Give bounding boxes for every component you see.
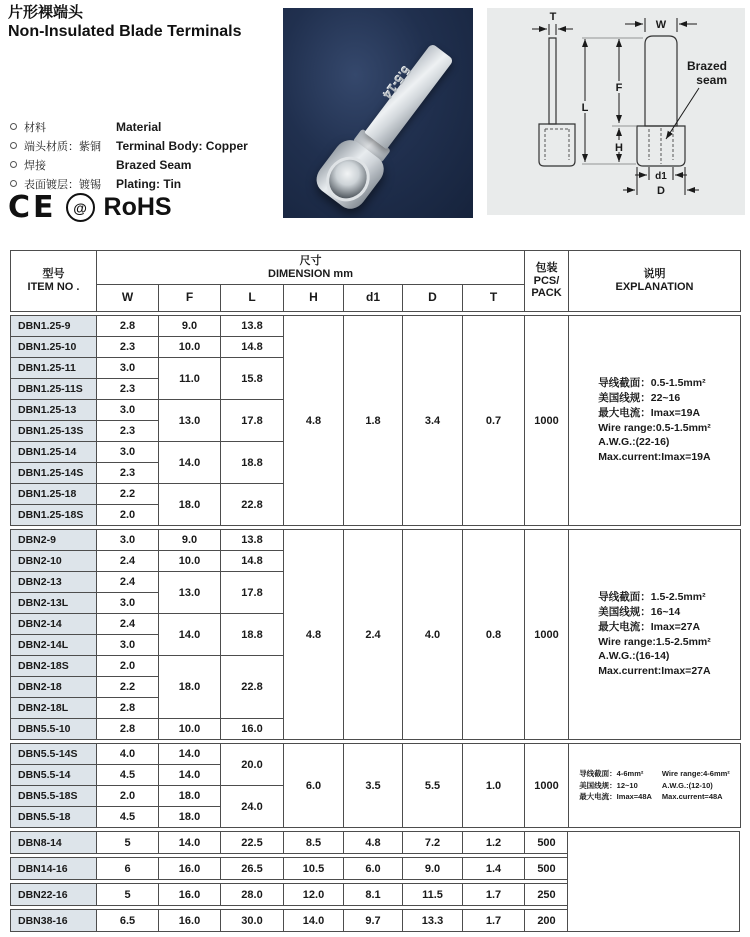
explanation-line: A.W.G.:(12-10) [661, 780, 713, 790]
pack-cell: 250 [525, 884, 569, 906]
table-row-strip [10, 909, 569, 932]
dim-d1-cell: 2.4 [344, 530, 403, 740]
material-label-zh: 表面镀层：镀锡 [24, 178, 101, 191]
dim-d1-cell: 4.8 [344, 832, 403, 854]
dim-l-cell: 14.8 [221, 551, 284, 572]
table-row [11, 316, 741, 337]
header-dim-zh: 尺寸 [299, 254, 322, 267]
pack-cell: 1000 [525, 744, 569, 828]
item-no-cell: DBN1.25-13S [11, 421, 97, 442]
dim-w-cell: 2.3 [97, 421, 159, 442]
dim-w-cell: 6 [97, 858, 159, 880]
dim-w-cell: 5 [97, 832, 159, 854]
dim-f-cell: 13.0 [159, 572, 221, 614]
header-col-T: T [463, 285, 525, 312]
dim-l-cell: 13.8 [221, 316, 284, 337]
dim-l-cell: 16.0 [221, 719, 284, 740]
item-no-cell: DBN1.25-9 [11, 316, 97, 337]
item-no-cell: DBN2-14L [11, 635, 97, 656]
dim-w-cell: 2.2 [97, 484, 159, 505]
dim-w-cell: 2.3 [97, 337, 159, 358]
dim-h-cell: 8.5 [284, 832, 344, 854]
header-col-d1: d1 [344, 285, 403, 312]
dim-t-cell: 0.7 [463, 316, 525, 526]
material-label-zh: 焊接 [24, 159, 46, 172]
dim-d-cell: 4.0 [403, 530, 463, 740]
table-row [11, 910, 569, 932]
rohs-label: RoHS [103, 193, 172, 221]
dim-f-cell: 9.0 [159, 316, 221, 337]
dim-w-cell: 2.0 [97, 786, 159, 807]
dim-f-cell: 18.0 [159, 484, 221, 526]
dim-f-cell: 9.0 [159, 530, 221, 551]
pack-cell: 500 [525, 858, 569, 880]
material-label-en: Terminal Body: Copper [116, 138, 248, 153]
explanation-line: Max.current=48A [661, 792, 723, 802]
dim-w-cell: 4.5 [97, 807, 159, 828]
table-header [10, 250, 741, 312]
title-chinese: 片形裸端头 [8, 4, 84, 21]
dim-f-cell: 18.0 [159, 786, 221, 807]
dim-f-cell: 14.0 [159, 442, 221, 484]
header-pack-en2: PACK [531, 287, 562, 300]
dim-d-cell: 9.0 [403, 858, 463, 880]
dim-d1-cell: 1.8 [344, 316, 403, 526]
explanation-line: 美国线规：12~10 [579, 780, 638, 790]
item-no-cell: DBN1.25-11S [11, 379, 97, 400]
dim-w-cell: 2.0 [97, 656, 159, 677]
item-no-cell: DBN8-14 [11, 832, 97, 854]
dim-t-cell: 1.7 [463, 910, 525, 932]
pack-cell: 1000 [525, 316, 569, 526]
dim-d-cell: 11.5 [403, 884, 463, 906]
dim-w-cell: 2.8 [97, 316, 159, 337]
dim-f-cell: 16.0 [159, 858, 221, 880]
item-no-cell: DBN2-18L [11, 698, 97, 719]
table-block-dbn55 [10, 743, 741, 828]
dim-t-cell: 1.2 [463, 832, 525, 854]
dim-f-cell: 18.0 [159, 807, 221, 828]
header-col-D: D [403, 285, 463, 312]
product-photo [283, 8, 473, 218]
header-item-zh: 型号 [42, 268, 65, 281]
table-row-strip [10, 857, 569, 880]
bullet-icon [10, 180, 17, 187]
item-no-cell: DBN5.5-14S [11, 744, 97, 765]
dim-label-F: F [615, 82, 623, 94]
technical-drawing [487, 8, 745, 215]
dim-w-cell: 6.5 [97, 910, 159, 932]
explanation-line: Wire range:4-6mm² [661, 769, 730, 779]
terminal-wire-hole [317, 148, 378, 210]
item-no-cell: DBN5.5-18 [11, 807, 97, 828]
explanation-line: 导线截面：4-6mm² [579, 769, 644, 779]
dim-label-H: H [615, 142, 623, 154]
explanation-line: Max.current:Imax=27A [598, 664, 711, 677]
dim-w-cell: 5 [97, 884, 159, 906]
item-no-cell: DBN1.25-14S [11, 463, 97, 484]
explanation-line: 导线截面：0.5-1.5mm² [598, 377, 706, 390]
bullet-icon [10, 161, 17, 168]
dim-l-cell: 22.8 [221, 484, 284, 526]
dim-l-cell: 22.5 [221, 832, 284, 854]
item-no-cell: DBN1.25-18S [11, 505, 97, 526]
dim-f-cell: 14.0 [159, 765, 221, 786]
dim-l-cell: 13.8 [221, 530, 284, 551]
table-block-dbn125 [10, 315, 741, 526]
item-no-cell: DBN2-9 [11, 530, 97, 551]
table-row [11, 858, 569, 880]
item-no-cell: DBN2-13L [11, 593, 97, 614]
table-row [11, 884, 569, 906]
terminal-blade [364, 43, 454, 149]
brazed-seam-label: Brazed [686, 59, 727, 73]
item-no-cell: DBN5.5-18S [11, 786, 97, 807]
item-no-cell: DBN2-10 [11, 551, 97, 572]
dim-h-cell: 10.5 [284, 858, 344, 880]
table-block-large [10, 831, 740, 932]
dim-f-cell: 10.0 [159, 551, 221, 572]
explanation-line: Wire range:1.5-2.5mm² [598, 635, 711, 648]
dim-w-cell: 4.5 [97, 765, 159, 786]
dim-w-cell: 2.4 [97, 614, 159, 635]
header-col-H: H [284, 285, 344, 312]
header-expl-en: EXPLANATION [615, 281, 694, 293]
dim-w-cell: 2.0 [97, 505, 159, 526]
dim-w-cell: 2.8 [97, 698, 159, 719]
dim-d1-cell: 6.0 [344, 858, 403, 880]
dim-w-cell: 3.0 [97, 358, 159, 379]
material-label-zh: 端头材质：紫铜 [24, 140, 101, 153]
header-col-F: F [159, 285, 221, 312]
item-no-cell: DBN1.25-13 [11, 400, 97, 421]
header-col-L: L [221, 285, 284, 312]
pack-cell: 200 [525, 910, 569, 932]
explanation-line: Wire range:0.5-1.5mm² [598, 421, 711, 434]
dim-f-cell: 10.0 [159, 337, 221, 358]
header-item-no [11, 251, 97, 312]
dim-w-cell: 2.3 [97, 463, 159, 484]
dimension-diagram [487, 8, 745, 215]
dim-f-cell: 14.0 [159, 614, 221, 656]
table-row-strip [10, 883, 569, 906]
dim-label-T: T [549, 11, 557, 23]
dim-t-cell: 0.8 [463, 530, 525, 740]
item-no-cell: DBN5.5-10 [11, 719, 97, 740]
item-no-cell: DBN2-13 [11, 572, 97, 593]
explanation-column [579, 768, 652, 803]
dim-label-W: W [655, 19, 667, 31]
item-no-cell: DBN14-16 [11, 858, 97, 880]
dim-t-cell: 1.4 [463, 858, 525, 880]
material-list [10, 117, 248, 193]
explanation-cell [569, 744, 741, 828]
header-expl-zh: 说明 [643, 268, 666, 281]
brazed-seam-label: seam [696, 73, 727, 87]
explanation-cell [569, 316, 741, 526]
bullet-icon [10, 142, 17, 149]
dim-w-cell: 2.4 [97, 551, 159, 572]
dim-h-cell: 4.8 [284, 530, 344, 740]
dim-l-cell: 17.8 [221, 572, 284, 614]
table-row [11, 832, 569, 854]
dim-l-cell: 28.0 [221, 884, 284, 906]
dim-w-cell: 3.0 [97, 530, 159, 551]
dim-w-cell: 4.0 [97, 744, 159, 765]
dim-d1-cell: 3.5 [344, 744, 403, 828]
header-item-en: ITEM NO . [27, 281, 80, 293]
dim-l-cell: 20.0 [221, 744, 284, 786]
dim-f-cell: 13.0 [159, 400, 221, 442]
dim-d-cell: 3.4 [403, 316, 463, 526]
header-explanation [569, 251, 741, 312]
item-no-cell: DBN1.25-10 [11, 337, 97, 358]
table-row-strip [10, 831, 569, 854]
dim-l-cell: 18.8 [221, 442, 284, 484]
dim-label-D: D [657, 185, 665, 197]
material-row [10, 117, 248, 136]
item-no-cell: DBN5.5-14 [11, 765, 97, 786]
dim-l-cell: 15.8 [221, 358, 284, 400]
table-block-dbn2 [10, 529, 741, 740]
dim-d-cell: 7.2 [403, 832, 463, 854]
dim-h-cell: 4.8 [284, 316, 344, 526]
item-no-cell: DBN2-14 [11, 614, 97, 635]
dim-l-cell: 14.8 [221, 337, 284, 358]
explanation-cell-empty [567, 831, 740, 932]
explanation-line: A.W.G.:(16-14) [598, 650, 670, 663]
header-pack-en1: PCS/ [533, 274, 560, 287]
dim-h-cell: 6.0 [284, 744, 344, 828]
pack-cell: 500 [525, 832, 569, 854]
material-label-en: Plating: Tin [116, 176, 182, 191]
dim-l-cell: 17.8 [221, 400, 284, 442]
dim-d1-cell: 8.1 [344, 884, 403, 906]
terminal-stamp: 5.5-14 [380, 63, 415, 103]
dim-w-cell: 3.0 [97, 400, 159, 421]
dim-w-cell: 2.3 [97, 379, 159, 400]
item-no-cell: DBN38-16 [11, 910, 97, 932]
dim-t-cell: 1.0 [463, 744, 525, 828]
item-no-cell: DBN22-16 [11, 884, 97, 906]
material-label-en: Material [116, 119, 162, 134]
dim-l-cell: 30.0 [221, 910, 284, 932]
dim-f-cell: 14.0 [159, 744, 221, 765]
explanation-column [662, 768, 730, 803]
item-no-cell: DBN1.25-11 [11, 358, 97, 379]
dim-label-d1: d1 [655, 171, 667, 182]
dim-f-cell: 11.0 [159, 358, 221, 400]
explanation-line: 最大电流：Imax=19A [598, 406, 701, 419]
dim-t-cell: 1.7 [463, 884, 525, 906]
dim-f-cell: 16.0 [159, 884, 221, 906]
dim-w-cell: 3.0 [97, 635, 159, 656]
explanation-line: 美国线规：16~14 [598, 606, 681, 619]
explanation-cell [569, 530, 741, 740]
pack-cell: 1000 [525, 530, 569, 740]
item-no-cell: DBN1.25-14 [11, 442, 97, 463]
dim-l-cell: 22.8 [221, 656, 284, 719]
item-no-cell: DBN2-18 [11, 677, 97, 698]
dim-f-cell: 18.0 [159, 656, 221, 719]
header-pack-zh: 包装 [535, 262, 558, 275]
certification-mark-icon: @ [66, 193, 95, 222]
dim-h-cell: 14.0 [284, 910, 344, 932]
dim-w-cell: 2.4 [97, 572, 159, 593]
item-no-cell: DBN1.25-18 [11, 484, 97, 505]
item-no-cell: DBN2-18S [11, 656, 97, 677]
table-row [11, 530, 741, 551]
dim-f-cell: 10.0 [159, 719, 221, 740]
page-title [8, 4, 242, 41]
spec-table [10, 250, 740, 932]
header-col-W: W [97, 285, 159, 312]
ce-mark-icon: CE [8, 190, 57, 225]
dim-d-cell: 5.5 [403, 744, 463, 828]
dim-h-cell: 12.0 [284, 884, 344, 906]
dim-w-cell: 3.0 [97, 593, 159, 614]
dim-w-cell: 3.0 [97, 442, 159, 463]
material-label-en: Brazed Seam [116, 157, 192, 172]
dim-l-cell: 24.0 [221, 786, 284, 828]
dim-w-cell: 2.2 [97, 677, 159, 698]
explanation-line: A.W.G.:(22-16) [598, 436, 670, 449]
bullet-icon [10, 123, 17, 130]
dim-d1-cell: 9.7 [344, 910, 403, 932]
explanation-line: Max.current:Imax=19A [598, 450, 711, 463]
explanation-line: 最大电流：Imax=48A [579, 792, 652, 802]
explanation-line: 最大电流：Imax=27A [598, 620, 701, 633]
blade-terminal-image [308, 32, 469, 216]
material-label-zh: 材料 [24, 121, 46, 134]
dim-d-cell: 13.3 [403, 910, 463, 932]
header-pack [525, 251, 569, 312]
dim-l-cell: 18.8 [221, 614, 284, 656]
dim-f-cell: 14.0 [159, 832, 221, 854]
explanation-line: 美国线规：22~16 [598, 392, 681, 405]
dim-label-L: L [581, 102, 589, 114]
title-english: Non-Insulated Blade Terminals [8, 23, 242, 40]
table-row [11, 744, 741, 765]
header-dim-en: DIMENSION mm [268, 267, 353, 280]
header-dimension [97, 251, 525, 285]
dim-w-cell: 2.8 [97, 719, 159, 740]
dim-f-cell: 16.0 [159, 910, 221, 932]
dim-l-cell: 26.5 [221, 858, 284, 880]
explanation-line: 导线截面：1.5-2.5mm² [598, 591, 706, 604]
certification-logos [8, 190, 172, 225]
material-row [10, 136, 248, 155]
material-row [10, 155, 248, 174]
